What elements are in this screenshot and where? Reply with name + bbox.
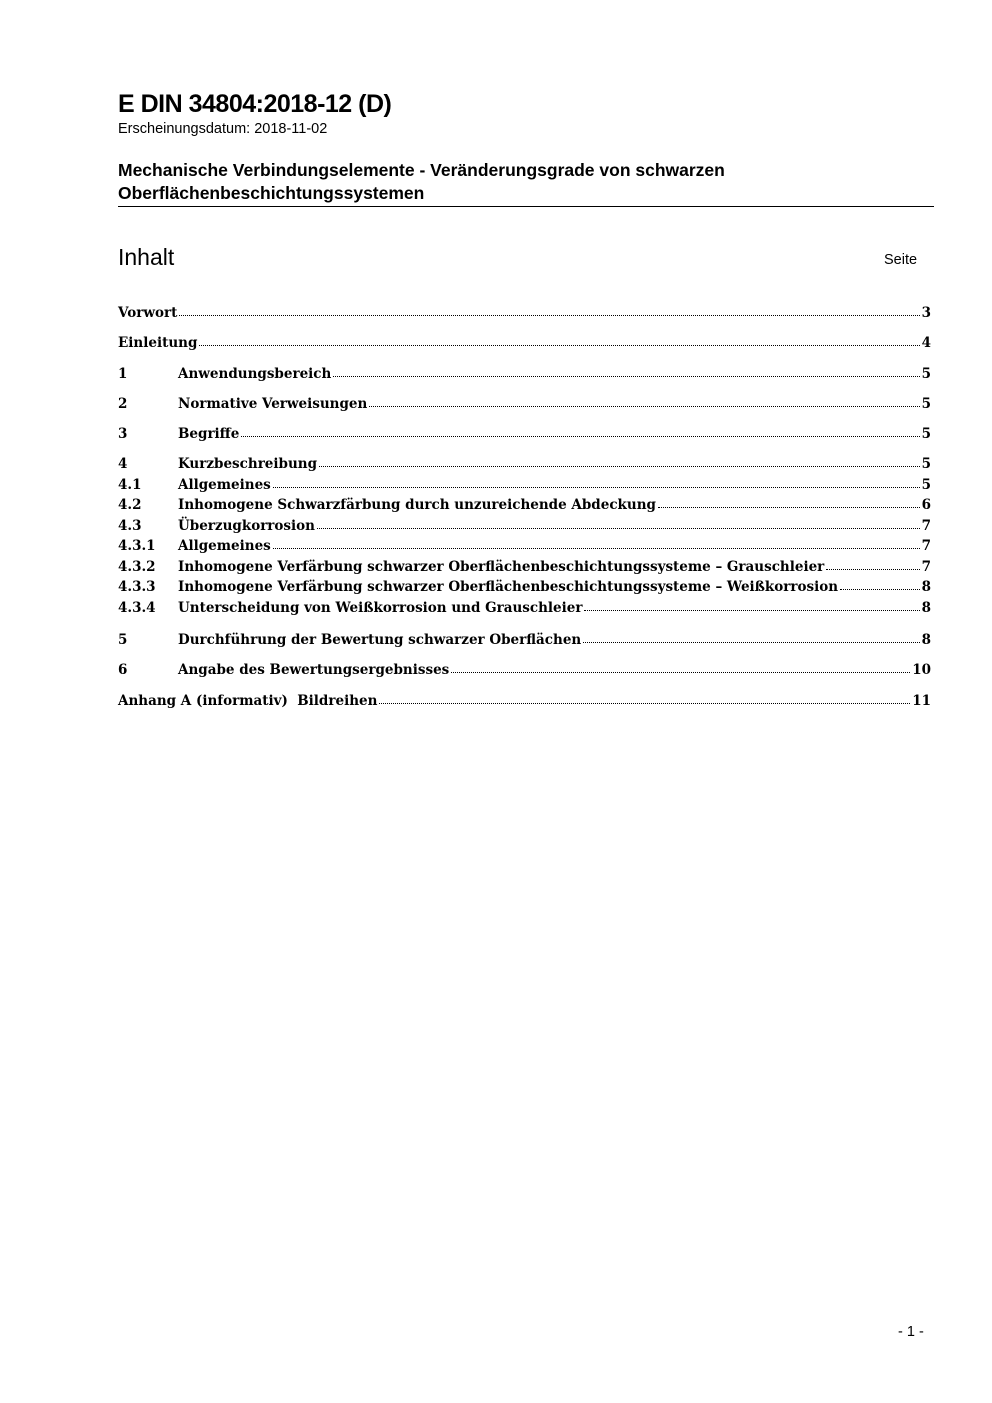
toc-entry-text: Normative Verweisungen [178, 396, 368, 412]
toc-entry-page: 5 [921, 426, 931, 442]
toc-entry-page: 8 [921, 579, 931, 595]
toc-entry-number: 6 [118, 662, 128, 678]
toc-entry-4-1[interactable] [118, 475, 931, 495]
toc-entry-text: Begriffe [178, 426, 240, 442]
toc-entry-page: 7 [921, 538, 931, 554]
toc-entry-number: 4 [118, 456, 128, 472]
toc-entry-einleitung[interactable] [118, 333, 931, 353]
toc-entry-number: 4.3.3 [118, 579, 156, 595]
toc-leader-dots [317, 516, 920, 530]
toc-entry-number: 5 [118, 632, 128, 648]
toc-leader-dots [840, 577, 920, 591]
toc-entry-text: Überzugkorrosion [178, 518, 315, 534]
toc-entry-4[interactable] [118, 454, 931, 474]
toc-entry-text: Anwendungsbereich [178, 366, 332, 382]
toc-entry-page: 3 [921, 305, 931, 321]
page-number: - 1 - [898, 1324, 924, 1340]
toc-entry-1[interactable] [118, 364, 931, 384]
toc-entry-vorwort[interactable] [118, 303, 931, 323]
toc-entry-text: Inhomogene Schwarzfärbung durch unzureichende Abdeckung [178, 497, 656, 513]
publication-date: Erscheinungsdatum: 2018-11-02 [118, 121, 328, 137]
toc-entry-page: 11 [912, 693, 931, 709]
toc-entry-text: Vorwort [118, 305, 178, 321]
document-subject: Mechanische Verbindungselemente - Veränderungsgrade von schwarzen Oberflächenbeschichtungssystemen [118, 160, 725, 203]
toc-entry-number: 4.2 [118, 497, 142, 513]
toc-entry-number: 1 [118, 366, 128, 382]
toc-entry-2[interactable] [118, 394, 931, 414]
toc-entry-page: 7 [921, 518, 931, 534]
toc-leader-dots [241, 424, 919, 438]
toc-page-column-label: Seite [884, 252, 918, 268]
toc-leader-dots [583, 630, 919, 644]
toc-leader-dots [451, 660, 910, 674]
toc-entry-4-3-3[interactable] [118, 577, 931, 597]
toc-leader-dots [319, 454, 920, 468]
toc-entry-4-3-1[interactable] [118, 536, 931, 556]
toc-entry-4-3[interactable] [118, 516, 931, 536]
toc-entry-text: Einleitung [118, 335, 198, 351]
toc-entry-page: 8 [921, 600, 931, 616]
toc-entry-page: 8 [921, 632, 931, 648]
toc-heading: Inhalt [118, 244, 175, 270]
toc-entry-text: Allgemeines [178, 538, 271, 554]
toc-entry-4-2[interactable] [118, 495, 931, 515]
toc-entry-page: 7 [921, 559, 931, 575]
toc-entry-number: 4.3.1 [118, 538, 156, 554]
toc-leader-dots [584, 598, 919, 612]
toc-leader-dots [199, 333, 919, 347]
toc-leader-dots [658, 495, 920, 509]
toc-entry-page: 5 [921, 396, 931, 412]
toc-leader-dots [273, 536, 920, 550]
toc-leader-dots [273, 475, 920, 489]
toc-entry-text: Unterscheidung von Weißkorrosion und Grauschleier [178, 600, 583, 616]
toc-leader-dots [379, 691, 910, 705]
toc-entry-number: 2 [118, 396, 128, 412]
toc-entry-page: 5 [921, 477, 931, 493]
toc-entry-page: 10 [912, 662, 931, 678]
toc-entry-number: 3 [118, 426, 128, 442]
toc-entry-number: 4.3 [118, 518, 142, 534]
toc-entry-number: 4.3.2 [118, 559, 156, 575]
toc-entry-text: Kurzbeschreibung [178, 456, 318, 472]
toc-entry-text: Durchführung der Bewertung schwarzer Oberflächen [178, 632, 582, 648]
toc-entry-page: 5 [921, 366, 931, 382]
toc-leader-dots [179, 303, 919, 317]
toc-leader-dots [369, 394, 919, 408]
toc-entry-anhang-a[interactable] [118, 691, 931, 711]
header-rule [118, 206, 934, 207]
toc-leader-dots [826, 557, 919, 571]
toc-entry-text: Inhomogene Verfärbung schwarzer Oberflächenbeschichtungssysteme – Grauschleier [178, 559, 825, 575]
toc-entry-text: Inhomogene Verfärbung schwarzer Oberflächenbeschichtungssysteme – Weißkorrosion [178, 579, 839, 595]
toc-entry-text: Anhang A (informativ) Bildreihen [118, 693, 378, 709]
toc-entry-page: 6 [921, 497, 931, 513]
toc-entry-5[interactable] [118, 630, 931, 650]
toc-entry-6[interactable] [118, 660, 931, 680]
document-title: E DIN 34804:2018-12 (D) [118, 90, 392, 118]
toc-entry-text: Allgemeines [178, 477, 271, 493]
toc-entry-text: Angabe des Bewertungsergebnisses [178, 662, 450, 678]
toc-entry-page: 4 [921, 335, 931, 351]
toc-entry-4-3-4[interactable] [118, 598, 931, 618]
toc-leader-dots [333, 364, 919, 378]
toc-entry-4-3-2[interactable] [118, 557, 931, 577]
toc-entry-number: 4.3.4 [118, 600, 156, 616]
toc-entry-number: 4.1 [118, 477, 142, 493]
toc-entry-3[interactable] [118, 424, 931, 444]
toc-entry-page: 5 [921, 456, 931, 472]
